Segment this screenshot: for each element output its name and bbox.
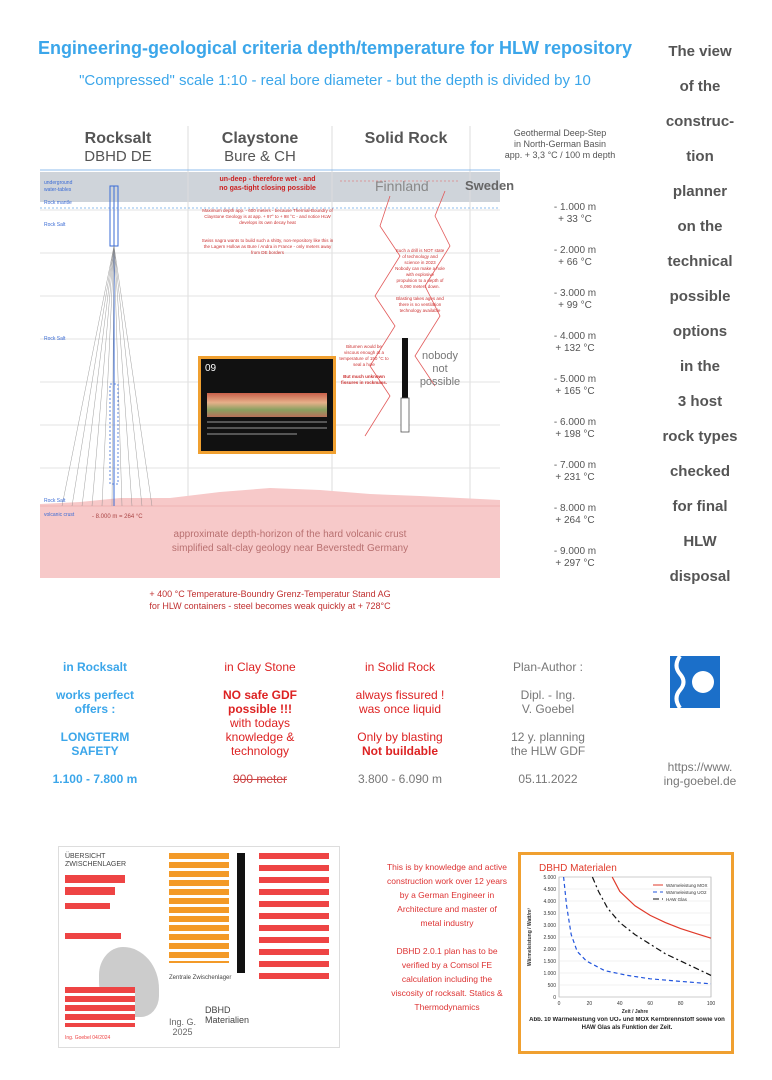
chart-ytick-label: 500 xyxy=(547,983,556,989)
chart-xtick-label: 60 xyxy=(647,1001,653,1007)
chart-xtick-label: 100 xyxy=(706,1001,716,1007)
chart-ylabel: Wärmeleistung / Watt/m³ xyxy=(527,907,533,967)
left-label-salt3: Rock Salt xyxy=(44,498,66,504)
depth-label: - 1.000 m + 33 °C xyxy=(553,202,597,225)
chart-ytick-label: 5.000 xyxy=(543,875,556,881)
summary-clay-l1b: with todays knowledge & technology xyxy=(225,716,295,758)
depth-label: - 2.000 m + 66 °C xyxy=(553,245,597,268)
clay-text-2: Swiss nagra wants to build such a shitty, non-repository like this in the Lagern Hollow as Bure / Andra in France - only meters away from DE borders xyxy=(201,238,334,255)
chart-xtick-label: 0 xyxy=(557,1001,561,1007)
summary-solid xyxy=(340,660,460,786)
column-solidrock xyxy=(336,130,476,148)
salt-depth-label: - 8.000 m = 264 °C xyxy=(92,514,143,520)
summary-solid-l2b: Not buildable xyxy=(362,744,438,758)
sidebar-line: in the xyxy=(680,358,720,375)
poster-label-2: DBHD Materialien xyxy=(205,1005,250,1025)
column-rocksalt xyxy=(48,130,188,165)
chart-ytick-label: 1.000 xyxy=(543,971,556,977)
solid-text-1: Such a drill is NOT state of technology and science in 2023 xyxy=(395,248,445,265)
depth-label: - 7.000 m + 231 °C xyxy=(553,460,597,483)
chart-xtick-label: 40 xyxy=(617,1001,623,1007)
summary-salt-l1: works perfect offers : xyxy=(55,688,135,716)
summary-clay-range: 900 meter xyxy=(232,772,288,786)
chart-ytick-label: 3.000 xyxy=(543,923,556,929)
depth-label: - 8.000 m + 264 °C xyxy=(553,503,597,526)
sweden-label: Sweden xyxy=(465,178,515,193)
clay-warning: un-deep - therefore wet - and no gas-tight closing possible xyxy=(219,176,316,192)
chart-title: DBHD Materialen xyxy=(539,863,617,874)
solid-text-3: Blasting takes ages and there is no ventilation technology available xyxy=(396,296,444,313)
left-label-crust: volcanic crust xyxy=(44,512,75,518)
slide-number: 09 xyxy=(205,363,217,374)
poster-signature: Ing. G. 2025 xyxy=(169,1017,197,1037)
geothermal-label: Geothermal Deep-Step in North-German Basin app. + 3,3 °C / 100 m depth xyxy=(504,128,616,160)
left-label-salt2: Rock Salt xyxy=(44,336,66,342)
left-label-salt1: Rock Salt xyxy=(44,222,66,228)
sidebar-line: construc- xyxy=(665,113,735,130)
summary-salt-l2: LONGTERM SAFETY xyxy=(60,730,130,758)
column-rocksalt-name: Rocksalt xyxy=(84,130,152,147)
sidebar-line: possible xyxy=(669,288,731,305)
summary-salt xyxy=(40,660,150,786)
chart-ytick-label: 4.500 xyxy=(543,887,556,893)
chart-ytick-label: 2.500 xyxy=(543,935,556,941)
depth-label: - 9.000 m + 297 °C xyxy=(553,546,597,569)
summary-solid-l2a: Only by blasting xyxy=(357,730,443,744)
poster-title: ÜBERSICHT ZWISCHENLAGER xyxy=(65,853,127,868)
chart-ytick-label: 3.500 xyxy=(543,911,556,917)
summary-salt-range: 1.100 - 7.800 m xyxy=(52,772,138,786)
crust-line-2: simplified salt-clay geology near Beverstedt Germany xyxy=(171,543,409,554)
chart-caption: Abb. 10 Wärmeleistung von UO₂ und MOX Kernbrennstoff sowie von HAW Glas als Funktion der Zeit. xyxy=(529,1017,725,1031)
sidebar-text xyxy=(650,34,750,594)
sidebar-line: of the xyxy=(679,78,721,95)
solid-text-2: Nobody can make a hole with explosive propulsion to a depth of 6,090 meters down. xyxy=(395,266,445,289)
chart-ytick-label: 4.000 xyxy=(543,899,556,905)
chart-xtick-label: 80 xyxy=(677,1001,684,1007)
author-date: 05.11.2022 xyxy=(518,772,578,786)
column-claystone xyxy=(190,130,330,165)
sidebar-line: planner xyxy=(672,183,728,200)
chart-legend-label: Wärmeleistung MOX xyxy=(666,883,708,888)
temperature-note: + 400 °C Temperature-Boundry Grenz-Temperatur Stand AG for HLW containers - steel becomes weak quickly at + 728°C xyxy=(149,589,391,611)
column-claystone-name: Claystone xyxy=(221,130,299,147)
chart-xtick-label: 20 xyxy=(586,1001,593,1007)
crust-line-1: approximate depth-horizon of the hard volcanic crust xyxy=(173,529,407,540)
chart-ytick-label: 1.500 xyxy=(543,959,556,965)
summary-solid-head: in Solid Rock xyxy=(364,660,436,674)
column-rocksalt-sub: DBHD DE xyxy=(84,148,152,165)
nobody-label: nobody not possible xyxy=(419,350,461,388)
sidebar-line: on the xyxy=(677,218,723,235)
summary-author xyxy=(488,660,608,786)
depth-label: - 6.000 m + 198 °C xyxy=(553,417,597,440)
sidebar-line: options xyxy=(672,323,728,340)
sidebar-line: tion xyxy=(686,148,714,165)
summary-solid-l1: always fissured ! was once liquid xyxy=(355,688,445,716)
chart-ytick-label: 2.000 xyxy=(543,947,556,953)
sidebar-line: 3 host xyxy=(677,393,723,410)
author-name: Dipl. - Ing. V. Goebel xyxy=(520,688,576,716)
solid-text-4: Bitumen would be viscous enough at a temperature of 150 °C to seal a hole xyxy=(339,344,389,367)
summary-clay-l1: NO safe GDF possible !!! xyxy=(222,688,297,716)
sidebar-line: HLW xyxy=(683,533,717,550)
summary-clay-head: in Clay Stone xyxy=(224,660,296,674)
clay-text-1: Maximum depth app. - 600 meters - because Thermal-Boundry of Claystone Geology is at app. + 97° to + 98 °C - and notice HLW develops its own decay heat xyxy=(202,208,333,225)
heat-output-chart-frame xyxy=(518,852,734,1054)
sidebar-line: The view xyxy=(668,43,732,60)
column-solidrock-name: Solid Rock xyxy=(364,130,448,147)
author-years: 12 y. planning the HLW GDF xyxy=(510,730,586,758)
left-label-water: underground water-tables xyxy=(44,180,73,193)
summary-clay xyxy=(200,660,320,786)
embedded-slide xyxy=(198,356,336,454)
finnland-label: Finnland xyxy=(375,178,429,194)
summary-salt-head: in Rocksalt xyxy=(62,660,128,674)
author-head: Plan-Author : xyxy=(512,660,584,674)
page-title: Engineering-geological criteria depth/temperature for HLW repository xyxy=(37,38,633,58)
depth-label: - 3.000 m + 99 °C xyxy=(553,288,597,311)
chart-legend-label: HAW Glas xyxy=(666,897,687,902)
overview-poster xyxy=(58,846,340,1048)
author-url[interactable]: https://www. ing-goebel.de xyxy=(663,760,737,788)
depth-label: - 4.000 m + 132 °C xyxy=(553,331,597,354)
solid-text-5: But much unknown fissures in rockmass. xyxy=(340,374,388,385)
chart-ytick-label: 0 xyxy=(553,995,556,1001)
sidebar-line: disposal xyxy=(669,568,731,585)
chart-legend-label: Wärmeleistung UO2 xyxy=(666,890,707,895)
company-logo xyxy=(670,656,720,708)
left-label-mantle: Rock mantle xyxy=(44,200,72,206)
chart-xlabel: Zeit / Jahre xyxy=(621,1009,649,1015)
sidebar-line: for final xyxy=(672,498,728,515)
poster-footer: Ing. Goebel 04/2024 xyxy=(65,1035,111,1041)
heat-output-chart xyxy=(521,855,731,1051)
sidebar-line: checked xyxy=(669,463,731,480)
column-claystone-sub: Bure & CH xyxy=(224,148,296,165)
depth-label: - 5.000 m + 165 °C xyxy=(553,374,597,397)
sidebar-line: technical xyxy=(667,253,733,270)
author-note: This is by knowledge and active construction work over 12 years by a German Engineer in Architecture and master of metal industry DBHD 2.0.1 plan has to be verified by a Comsol FE calculation including the viscosity of rocksalt. Statics & Thermodynamics xyxy=(386,862,507,1012)
page-subtitle: "Compressed" scale 1:10 - real bore diameter - but the depth is divided by 10 xyxy=(79,72,591,89)
poster-label-1: Zentrale Zwischenlager xyxy=(169,975,232,981)
sidebar-line: rock types xyxy=(662,428,738,445)
summary-solid-range: 3.800 - 6.090 m xyxy=(357,772,443,786)
crust-label xyxy=(100,528,480,556)
